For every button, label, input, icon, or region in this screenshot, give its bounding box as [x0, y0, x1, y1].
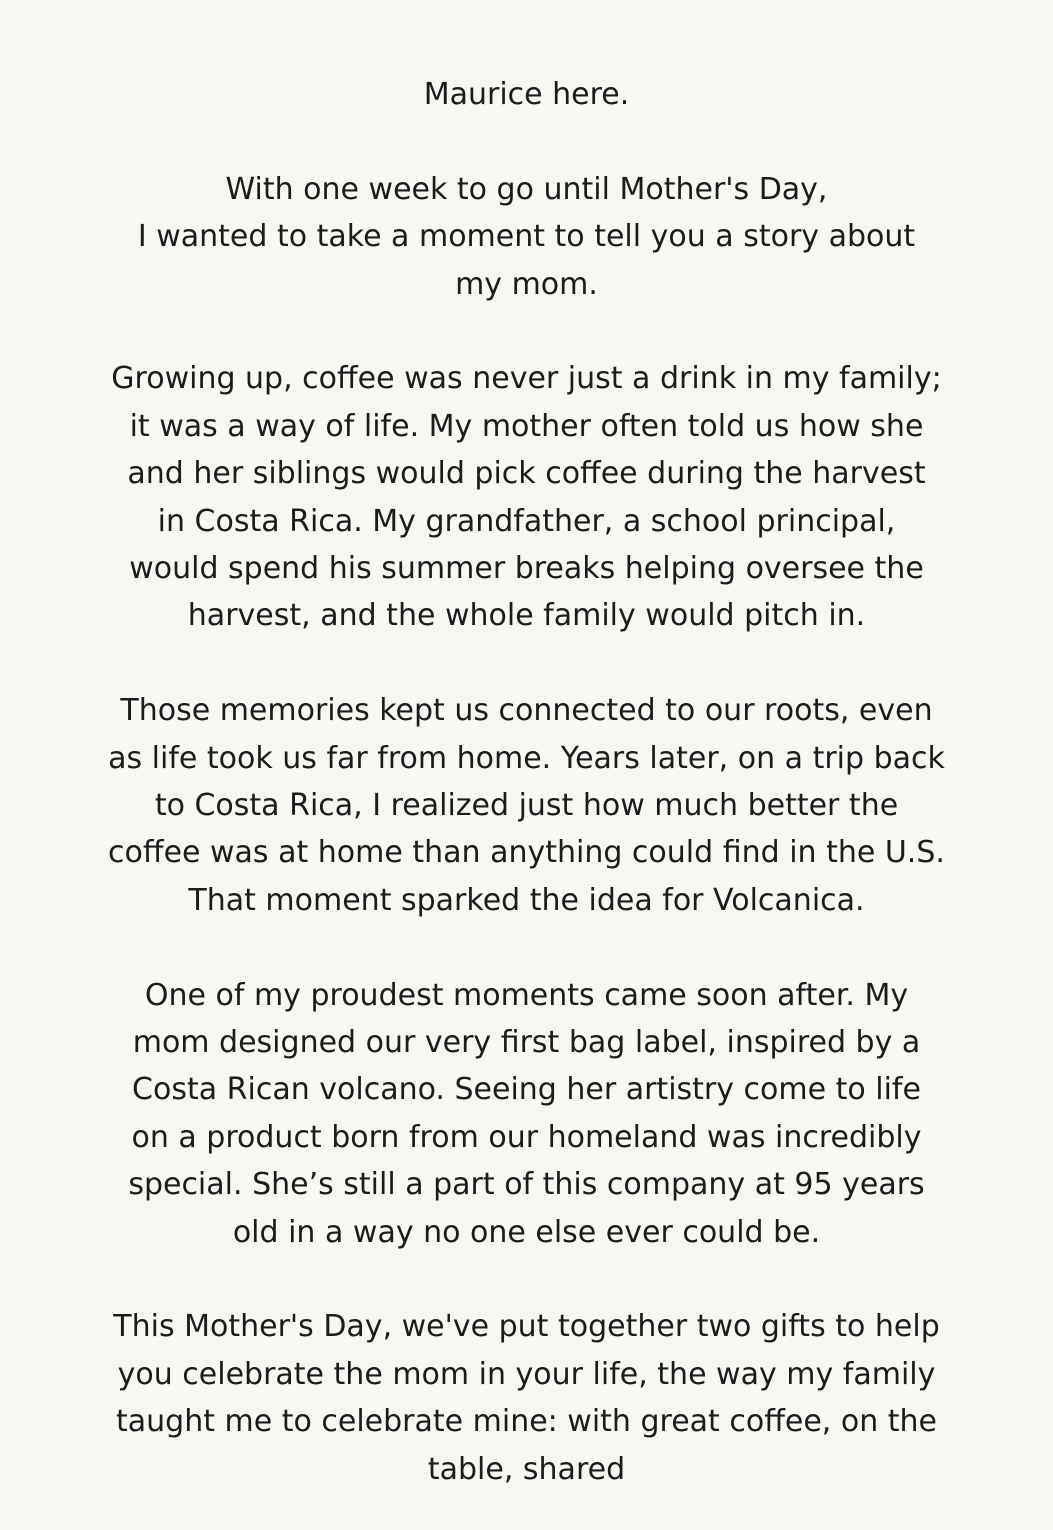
paragraph-line: Those memories kept us connected to our roots, even	[120, 693, 933, 729]
paragraph-gap	[0, 924, 1053, 971]
paragraph-line: and her siblings would pick coffee during the harvest	[127, 456, 926, 492]
paragraph-proudest-moment	[0, 972, 1053, 1256]
paragraph-line: you celebrate the mom in your life, the way my family	[117, 1356, 936, 1392]
intro-paragraph	[0, 166, 1053, 308]
paragraph-line: table, shared	[427, 1451, 626, 1487]
paragraph-line: One of my proudest moments came soon after. My	[144, 977, 909, 1013]
paragraph-line: in Costa Rica. My grandfather, a school principal,	[157, 503, 896, 539]
paragraph-line: harvest, and the whole family would pitch in.	[187, 598, 866, 634]
paragraph-line: it was a way of life. My mother often told us how she	[129, 408, 924, 444]
paragraph-gap	[0, 1256, 1053, 1303]
paragraph-line: Growing up, coffee was never just a drink in my family;	[111, 361, 942, 397]
paragraph-line: to Costa Rica, I realized just how much better the	[154, 788, 899, 824]
paragraph-gap	[0, 308, 1053, 355]
paragraph-line: would spend his summer breaks helping oversee the	[129, 551, 924, 587]
paragraph-line: coffee was at home than anything could find in the U.S.	[108, 835, 945, 871]
paragraph-line: my mom.	[455, 266, 598, 302]
paragraph-line: old in a way no one else ever could be.	[232, 1214, 821, 1250]
paragraph-line: Costa Rican volcano. Seeing her artistry come to life	[132, 1072, 921, 1108]
greeting-line: Maurice here.	[423, 77, 630, 112]
paragraph-mothers-day-gifts	[0, 1303, 1053, 1493]
paragraph-line: That moment sparked the idea for Volcanica.	[188, 882, 865, 918]
paragraph-line: on a product born from our homeland was incredibly	[131, 1119, 922, 1155]
paragraph-line: I wanted to take a moment to tell you a story about	[137, 219, 916, 255]
greeting	[0, 71, 1053, 118]
paragraph-memories	[0, 687, 1053, 924]
paragraph-line: This Mother's Day, we've put together two gifts to help	[113, 1309, 940, 1345]
paragraph-line: special. She’s still a part of this company at 95 years	[128, 1167, 925, 1203]
paragraph-line: With one week to go until Mother's Day,	[225, 171, 828, 207]
paragraph-line: taught me to celebrate mine: with great coffee, on the	[115, 1404, 937, 1440]
paragraph-line: mom designed our very first bag label, inspired by a	[132, 1025, 921, 1061]
paragraph-line: as life took us far from home. Years later, on a trip back	[108, 740, 945, 776]
paragraph-gap	[0, 640, 1053, 687]
paragraph-growing-up	[0, 355, 1053, 639]
paragraph-gap	[0, 118, 1053, 165]
